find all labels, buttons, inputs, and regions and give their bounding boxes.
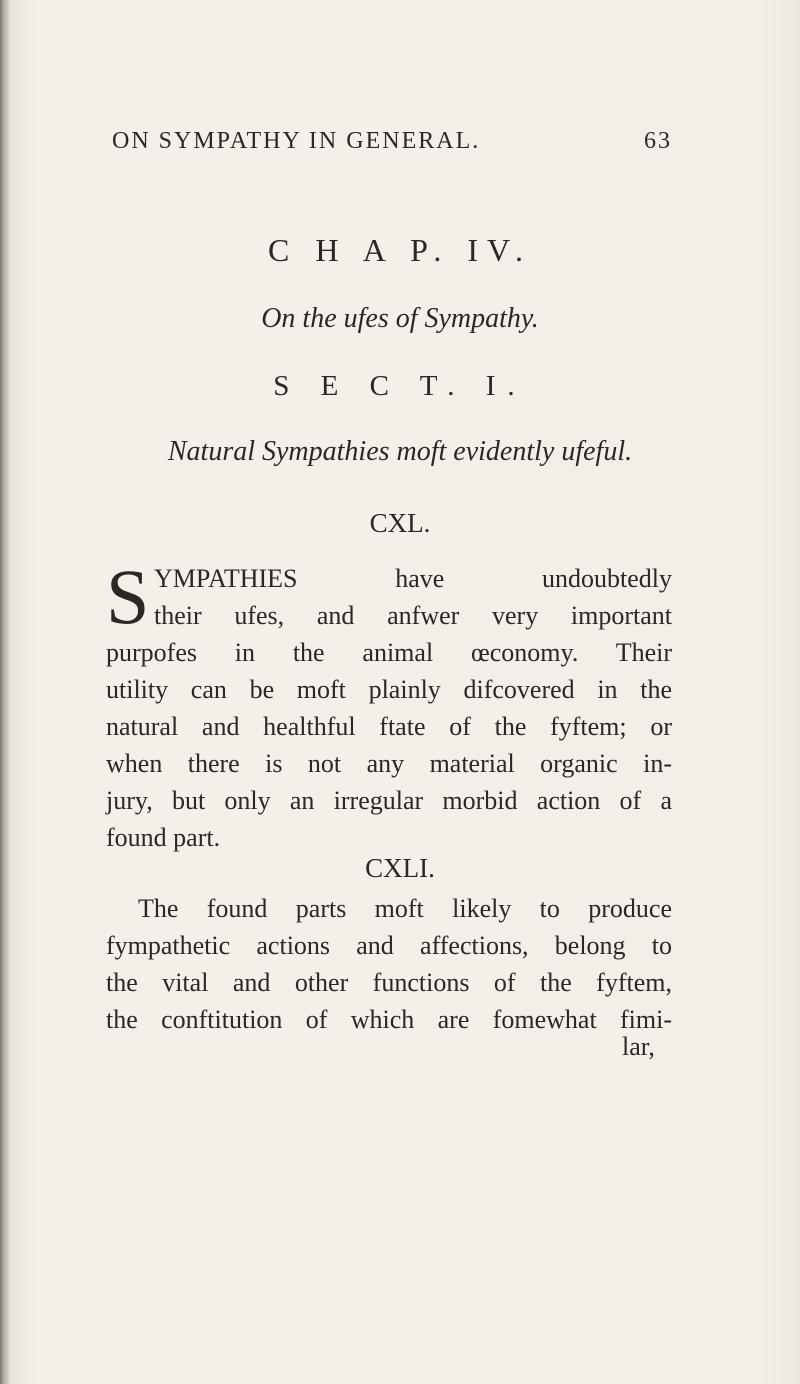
text-line: found part.: [106, 823, 221, 852]
paragraph-number: CXL.: [369, 508, 431, 538]
text-line: YMPATHIES have undoubtedly: [154, 564, 672, 593]
running-title: ON SYMPATHY IN GENERAL.: [112, 128, 481, 154]
paragraph-number: CXLI.: [365, 853, 435, 883]
text-line: The found parts moft likely to produce: [138, 894, 672, 923]
text-line: utility can be moft plainly difcovered in the: [106, 675, 672, 704]
page-spine-shadow: [0, 0, 9, 1384]
text-line: jury, but only an irregular morbid action of a: [106, 786, 672, 815]
section-subheading: Natural Sympathies moft evidently ufeful.: [167, 436, 633, 467]
paragraph-cxli: [106, 890, 672, 1038]
text-line: the conftitution of which are fomewhat fimi-: [106, 1005, 672, 1034]
text-line: fympathetic actions and affections, belong to: [106, 931, 672, 960]
paragraph-cxl: [106, 553, 672, 856]
section-heading: S E C T. I.: [273, 370, 527, 402]
text-line: their ufes, and anfwer very important: [154, 601, 672, 630]
drop-cap: S: [106, 553, 150, 640]
chapter-subtitle: On the ufes of Sympathy.: [261, 303, 539, 334]
text-line: purpofes in the animal œconomy. Their: [106, 638, 672, 667]
text-line: the vital and other functions of the fyftem,: [106, 968, 672, 997]
running-header: [112, 128, 672, 168]
text-line: natural and healthful ftate of the fyftem; or: [106, 712, 672, 741]
chapter-heading: C H A P. IV.: [268, 232, 532, 268]
catchword: lar,: [622, 1032, 655, 1061]
text-line: when there is not any material organic in-: [106, 749, 672, 778]
page-number: 63: [644, 128, 672, 154]
